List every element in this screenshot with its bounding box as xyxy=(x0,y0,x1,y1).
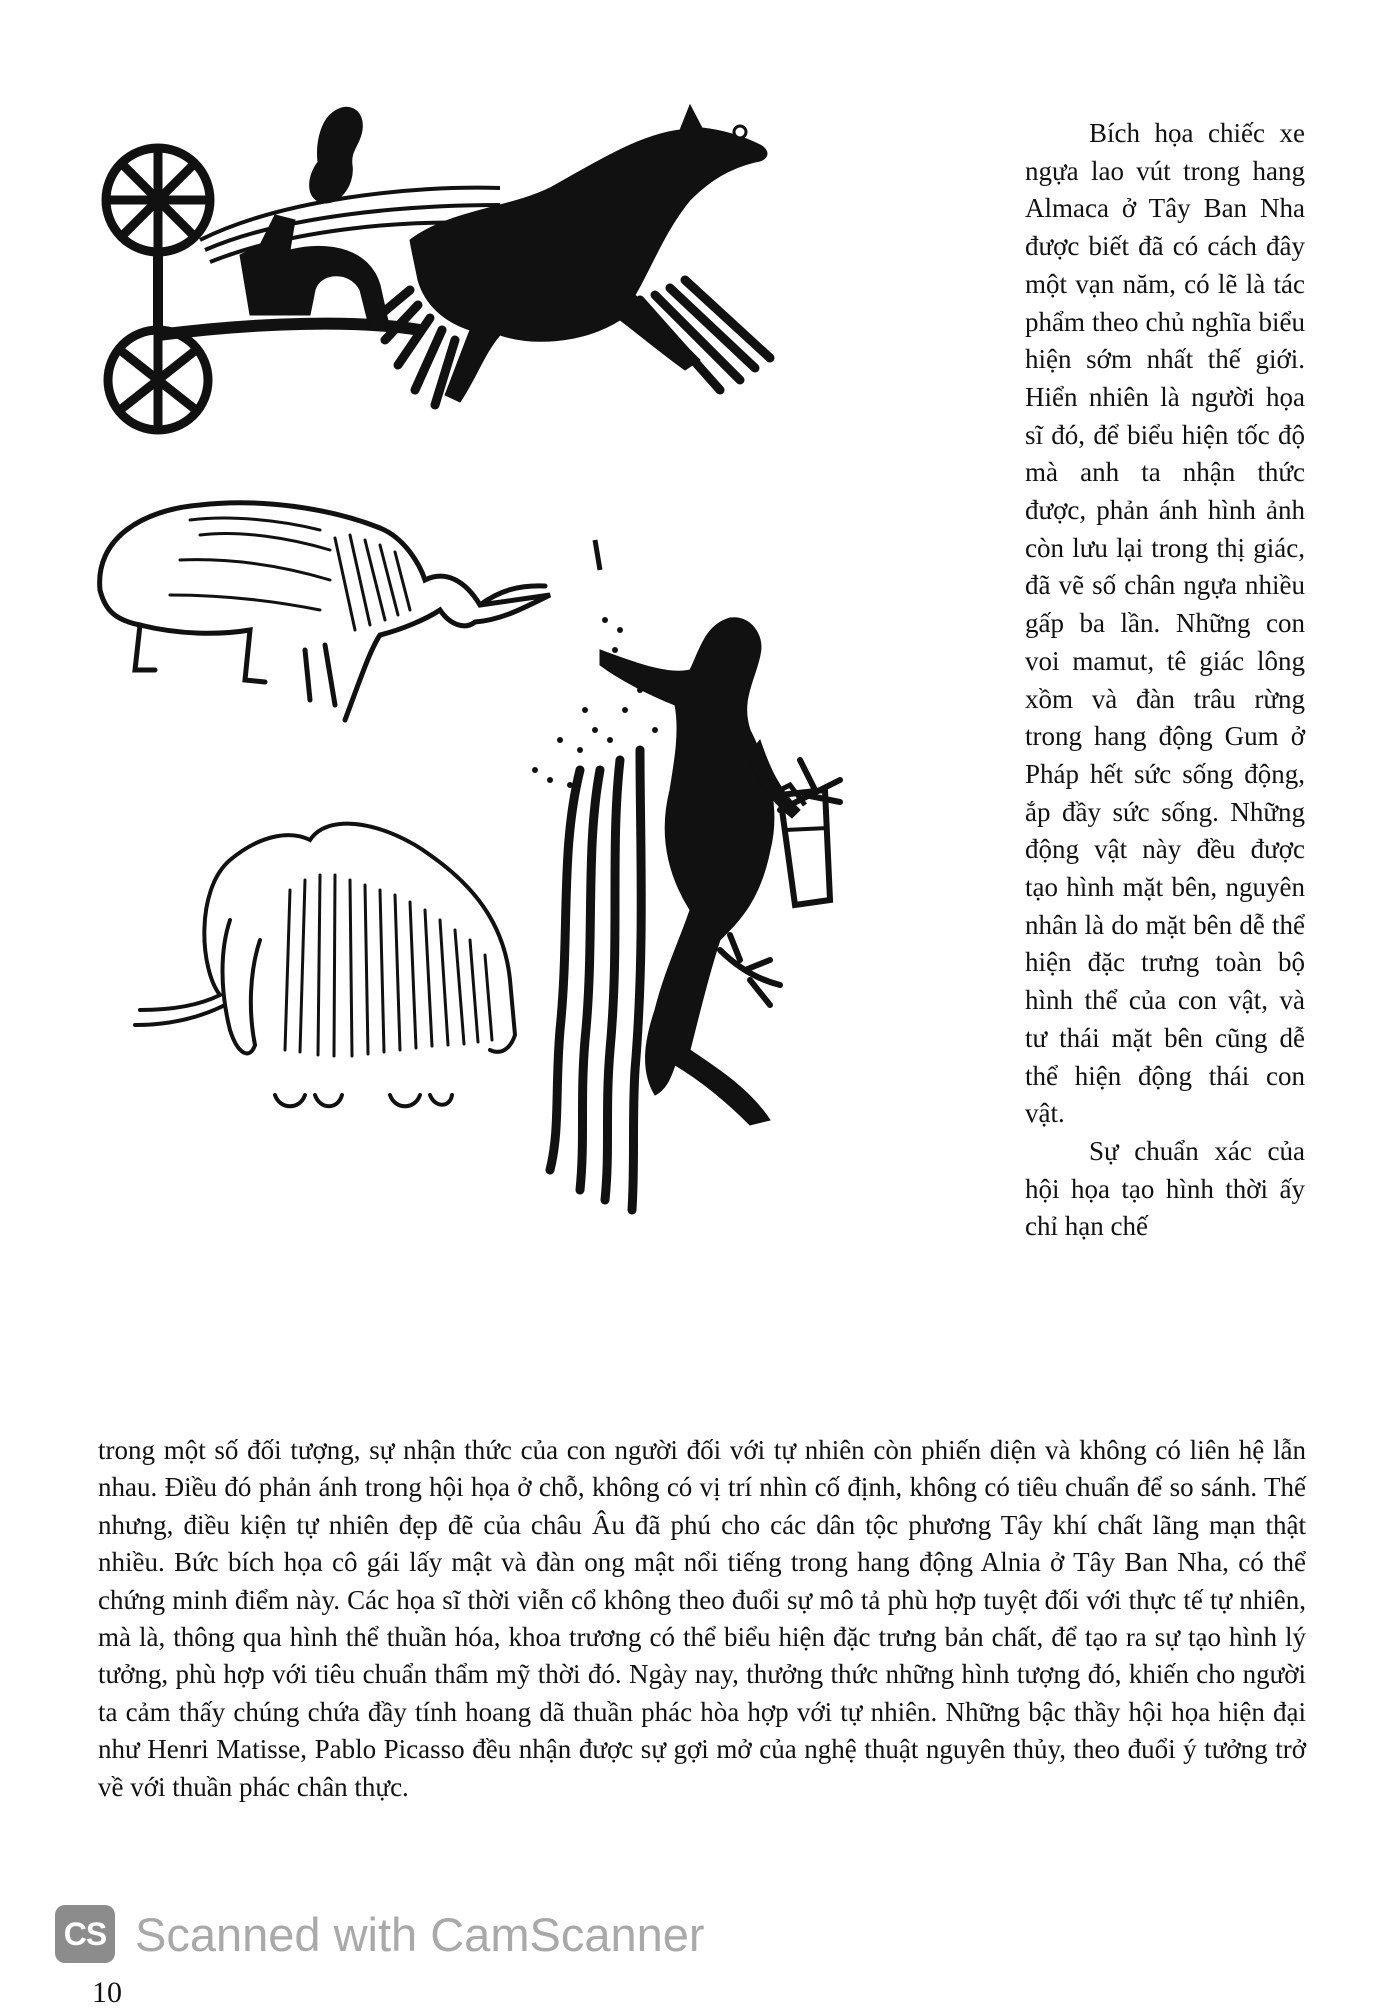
camscanner-icon: CS xyxy=(55,1905,115,1963)
cave-painting-illustrations xyxy=(80,90,980,1350)
full-width-paragraph: trong một số đối tượng, sự nhận thức của con người đối với tự nhiên còn phiến diện và không có liên hệ lẫn nhau. Điều đó phản ánh trong hội họa ở chỗ, không có vị trí nhìn cố định, không có tiêu chuẩn để so sánh. Thế nhưng, điều kiện tự nhiên đẹp đẽ của châu Âu đã phú cho các dân tộc phương Tây khí chất lãng mạn thật nhiều. Bức bích họa cô gái lấy mật và đàn ong mật nổi tiếng trong hang động Alnia ở Tây Ban Nha, có thể chứng minh điểm này. Các họa sĩ thời viễn cổ không theo đuổi sự mô tả phù hợp tuyệt đối với thực tế tự nhiên, mà là, thông qua hình thể thuần hóa, khoa trương có thể biểu hiện đặc trưng bản chất, để tạo ra sự tạo hình lý tưởng, phù hợp với tiêu chuẩn thẩm mỹ thời đó. Ngày nay, thưởng thức những hình tượng đó, khiến cho người ta cảm thấy chúng chứa đầy tính hoang dã thuần phác hòa hợp với tự nhiên. Những bậc thầy hội họa hiện đại như Henri Matisse, Pablo Picasso đều nhận được sự gợi mở của nghệ thuật nguyên thủy, theo đuổi ý tưởng trở về với thuần phác chân thực. xyxy=(98,1435,1306,1802)
driver-figure xyxy=(310,107,363,203)
page-number: 10 xyxy=(92,1976,122,2009)
mammoth-drawing xyxy=(135,824,515,1107)
side-column-text xyxy=(1025,115,1305,1246)
side-paragraph-2: Sự chuẩn xác của hội họa tạo hình thời ấy chỉ hạn chế xyxy=(1025,1135,1305,1242)
scanner-watermark xyxy=(55,1905,755,1975)
chariot-horse-drawing xyxy=(106,105,770,430)
rhinoceros-drawing xyxy=(100,503,550,720)
watermark-text: Scanned with CamScanner xyxy=(135,1908,705,1961)
honey-gatherer-drawing xyxy=(532,540,840,1210)
side-paragraph-1: Bích họa chiếc xe ngựa lao vút trong hang Almaca ở Tây Ban Nha được biết đã có cách đây một vạn năm, có lẽ là tác phẩm theo chủ nghĩa biểu hiện sớm nhất thế giới. Hiển nhiên là người họa sĩ đó, để biểu hiện tốc độ mà anh ta nhận thức được, phản ánh hình ảnh còn lưu lại trong thị giác, đã vẽ số chân ngựa nhiều gấp ba lần. Những con voi mamut, tê giác lông xồm và đàn trâu rừng trong hang động Gum ở Pháp hết sức sống động, ắp đầy sức sống. Những động vật này đều được tạo hình mặt bên, nguyên nhân là do mặt bên dễ thể hiện đặc trưng toàn bộ hình thể của con vật, và tư thái mặt bên cũng dễ thể hiện động thái con vật. xyxy=(1025,118,1305,1129)
